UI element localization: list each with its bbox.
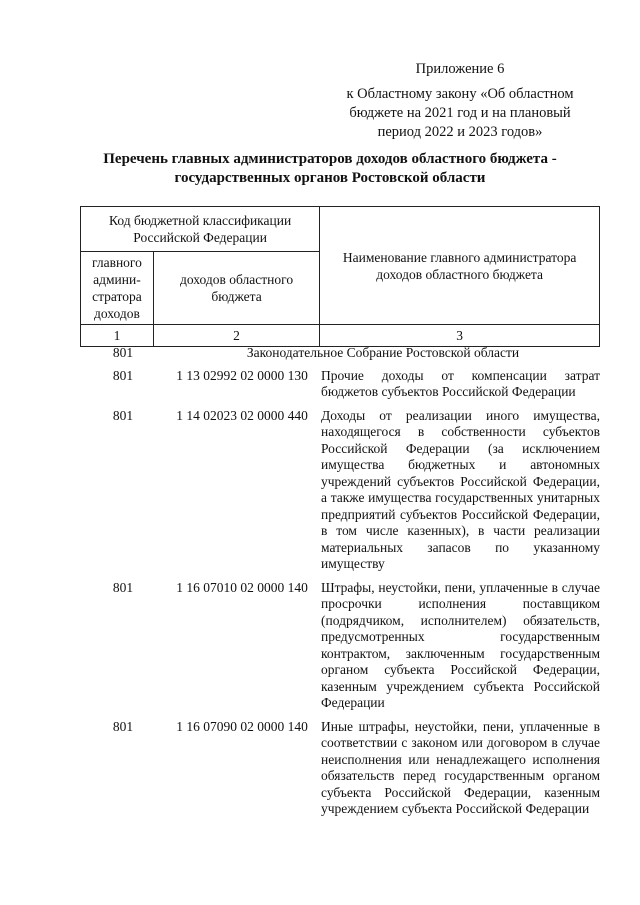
table-row	[80, 368, 600, 401]
revenue-name: Прочие доходы от компенсации затрат бюджетов субъектов Российской Федерации	[321, 367, 600, 399]
admin-code: 801	[112, 367, 134, 383]
table-row	[80, 580, 600, 712]
table-body	[80, 345, 600, 825]
admin-code: 801	[112, 579, 134, 595]
revenue-code: 1 16 07090 02 0000 140	[176, 718, 308, 734]
revenue-column-header: доходов областного бюджета	[153, 252, 319, 325]
organization-row	[80, 345, 600, 362]
revenue-name: Доходы от реализации иного имущества, находящегося в собственности субъектов Российской Федерации (за исключением имущества бюджетных и автономных учреждений субъектов Российской Федерации, а также имущества государственных унитарных предприятий субъектов Российской Федерации, в том числе казенных), в части реализации материальных запасов по указанному имуществу	[321, 407, 600, 571]
revenue-name: Иные штрафы, неустойки, пени, уплаченные в соответствии с законом или договором в случае неисполнения или ненадлежащего исполнения обязательств перед государственным органом субъекта Российской Федерации, казенным учреждением субъекта Российской Федерации	[321, 718, 600, 816]
organization-name: Законодательное Собрание Ростовской области	[246, 345, 520, 360]
admin-code: 801	[112, 407, 134, 423]
name-column-header: Наименование главного администратора доходов областного бюджета	[320, 207, 600, 325]
table-header	[80, 206, 600, 347]
admin-code: 801	[112, 718, 134, 734]
table-row	[80, 719, 600, 818]
code-group-header: Код бюджетной классификации Российской Федерации	[81, 207, 320, 252]
revenue-code: 1 16 07010 02 0000 140	[176, 579, 308, 595]
revenue-code: 1 13 02992 02 0000 130	[176, 367, 308, 383]
appendix-number: Приложение 6	[415, 61, 505, 77]
revenue-code: 1 14 02023 02 0000 440	[176, 407, 308, 423]
appendix-block	[330, 60, 590, 142]
admin-column-header: главного админи-стратора доходов	[81, 252, 154, 325]
column-number-1: 1	[81, 325, 154, 347]
column-number-3: 3	[320, 325, 600, 347]
column-number-2: 2	[153, 325, 319, 347]
table-row	[80, 408, 600, 573]
revenue-name: Штрафы, неустойки, пени, уплаченные в случае просрочки исполнения поставщиком (подрядчиком, исполнителем) обязательств, предусмотренных государственным контрактом, заключенным государственным органом субъекта Российской Федерации, казенным учреждением субъекта Российской Федерации	[321, 579, 600, 710]
appendix-text: к Областному закону «Об областном бюджете на 2021 год и на плановый период 2022 и 2023 годов»	[346, 86, 574, 140]
document-title: Перечень главных администраторов доходов областного бюджета - государственных органов Ростовской области	[103, 151, 557, 186]
organization-admin-code: 801	[112, 345, 134, 360]
